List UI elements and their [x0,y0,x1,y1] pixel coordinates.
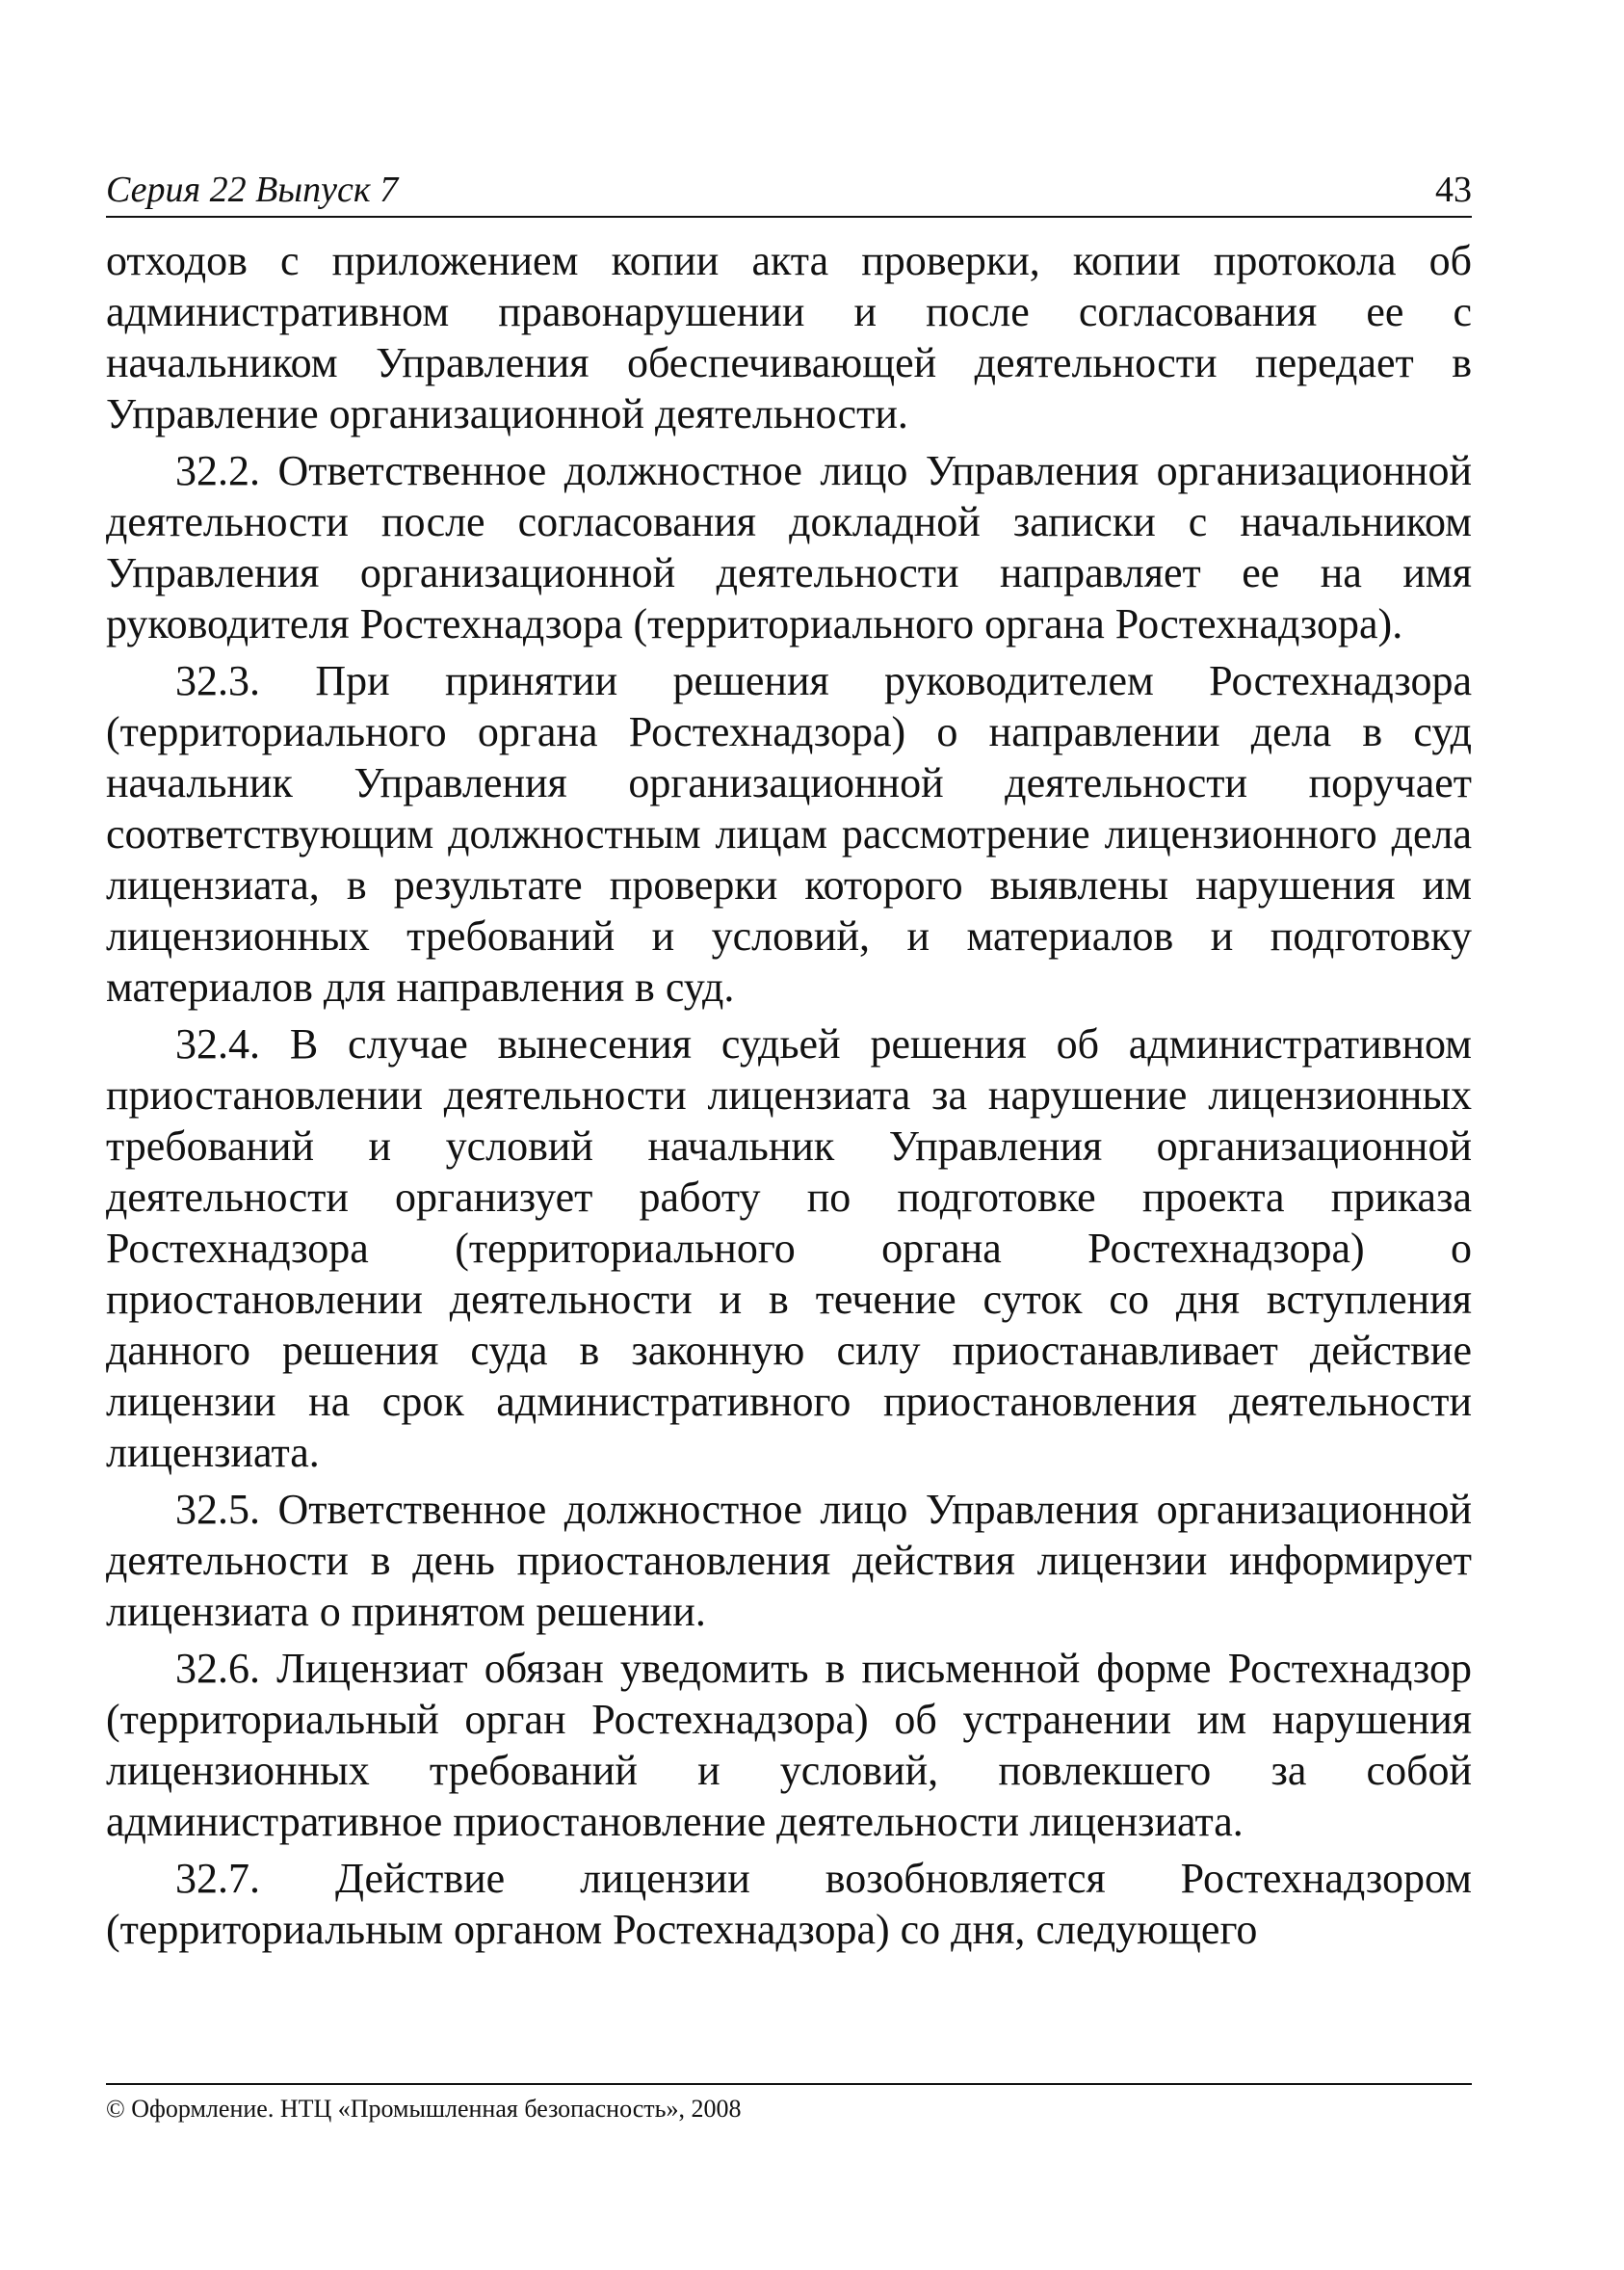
paragraph-32-2: 32.2. Ответственное должностное лицо Управления организационной деятельности после согласования докладной записки с начальником Управления организационной деятельности направляет ее на имя руководителя Ростехнадзора (территориального органа Ростехнадзора). [106,447,1472,647]
paragraph-32-7: 32.7. Действие лицензии возобновляется Ростехнадзором (территориальным органом Ростехнадзора) со дня, следующего [106,1855,1472,1953]
paragraph-32-4: 32.4. В случае вынесения судьей решения об административном приостановлении деятельности лицензиата за нарушение лицензионных требований и условий начальник Управления организационной деятельности организует работу по подготовке проекта приказа Ростехнадзора (территориального органа Ростехнадзора) о приостановлении деятельности и в течение суток со дня вступления данного решения суда в законную силу приостанавливает действие лицензии на срок административного приостановления деятельности лицензиата. [106,1020,1472,1476]
page-number: 43 [1435,170,1472,210]
paragraph-32-5: 32.5. Ответственное должностное лицо Управления организационной деятельности в день приостановления действия лицензии информирует лицензиата о принятом решении. [106,1486,1472,1635]
main-text [106,235,1472,1961]
running-header [106,166,1472,218]
paragraph-continued: отходов с приложением копии акта проверки, копии протокола об административном правонарушении и после согласования ее с начальником Управления обеспечивающей деятельности передает в Управление организационной деятельности. [106,237,1472,437]
paragraph-32-6: 32.6. Лицензиат обязан уведомить в письменной форме Ростехнадзор (территориальный орган Ростехнадзора) об устранении им нарушения лицензионных требований и условий, повлекшего за собой административное приостановление деятельности лицензиата. [106,1645,1472,1845]
series-title: Серия 22 Выпуск 7 [106,170,399,210]
footer-copyright: © Оформление. НТЦ «Промышленная безопасность», 2008 [106,2095,742,2123]
paragraph-32-3: 32.3. При принятии решения руководителем Ростехнадзора (территориального органа Ростехнадзора) о направлении дела в суд начальник Управления организационной деятельности поручает соответствующим должностным лицам рассмотрение лицензионного дела лицензиата, в результате проверки которого выявлены нарушения им лицензионных требований и условий, и материалов и подготовку материалов для направления в суд. [106,657,1472,1011]
footer-divider [106,2083,1472,2085]
